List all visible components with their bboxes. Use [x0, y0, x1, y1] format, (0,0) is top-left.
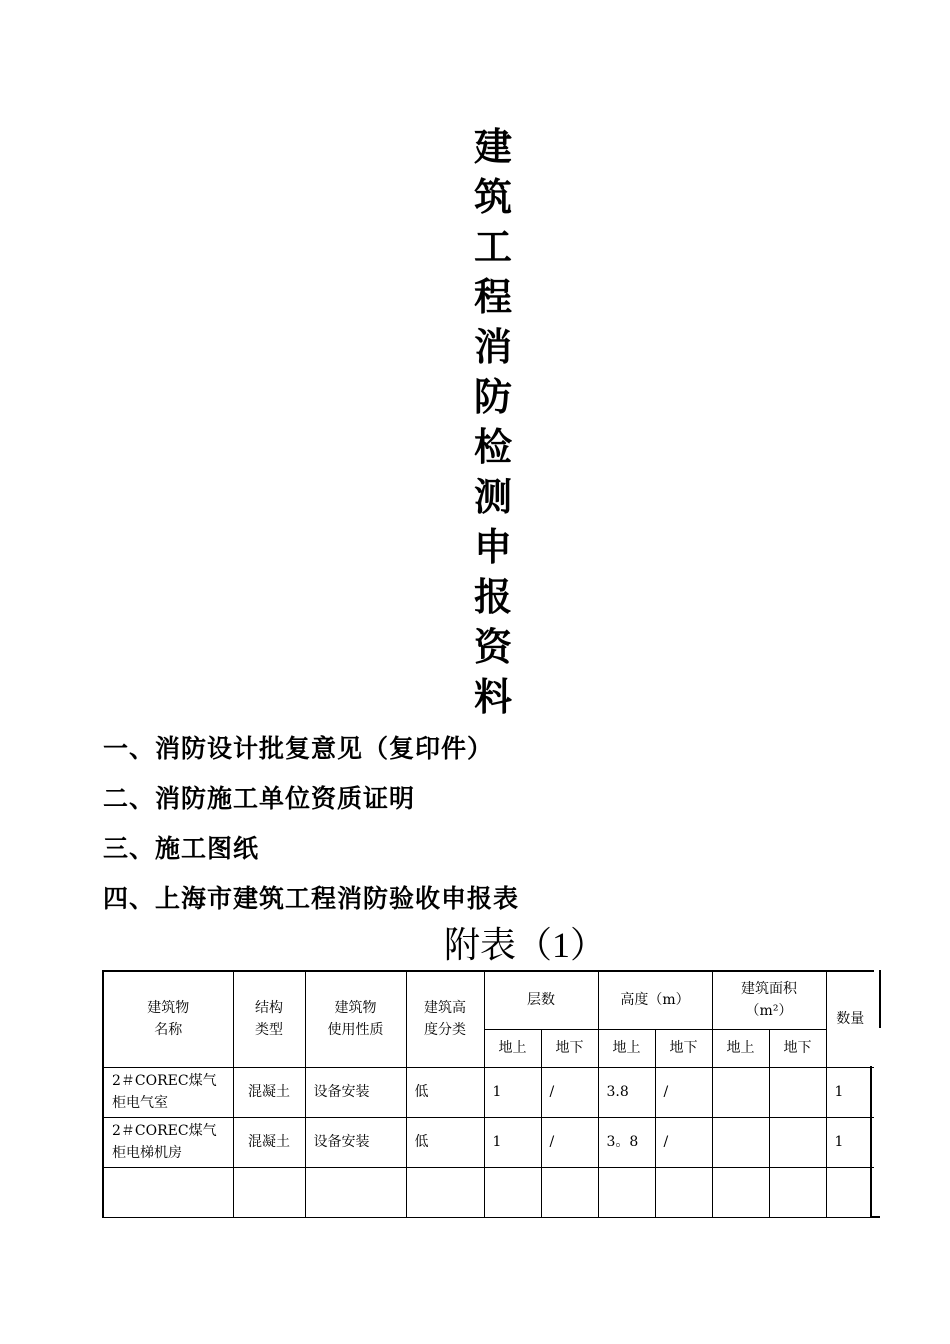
title-char: 消	[473, 324, 512, 369]
table-right-border-top	[879, 970, 881, 1028]
cell-floors-above: 1	[484, 1067, 541, 1117]
header-quantity: 数量	[826, 971, 874, 1067]
cell-floors-above	[484, 1167, 541, 1217]
cell-area-above	[712, 1167, 769, 1217]
header-floors: 层数	[484, 971, 598, 1029]
cell-use: 设备安装	[305, 1117, 406, 1167]
table-row	[103, 1117, 874, 1167]
cell-use: 设备安装	[305, 1067, 406, 1117]
cell-height-below	[655, 1167, 712, 1217]
header-floors-below: 地下	[541, 1029, 598, 1067]
cell-area-above	[712, 1117, 769, 1167]
cell-floors-above: 1	[484, 1117, 541, 1167]
list-item: 三、施工图纸	[103, 834, 260, 863]
vertical-title	[468, 122, 518, 722]
cell-floors-below: /	[541, 1067, 598, 1117]
cell-height-class: 低	[406, 1067, 484, 1117]
table-corner-mark	[872, 1216, 880, 1218]
header-area-above: 地上	[712, 1029, 769, 1067]
header-use-nature: 建筑物 使用性质	[305, 971, 406, 1067]
list-item: 二、消防施工单位资质证明	[103, 784, 416, 813]
cell-quantity: 1	[826, 1117, 874, 1167]
table-right-border	[870, 1066, 872, 1218]
header-height-class: 建筑高 度分类	[406, 971, 484, 1067]
cell-height-class	[406, 1167, 484, 1217]
building-table	[102, 970, 874, 1218]
cell-building-name	[103, 1167, 233, 1217]
cell-floors-below	[541, 1167, 598, 1217]
cell-structure: 混凝土	[233, 1067, 305, 1117]
title-char: 测	[473, 474, 512, 519]
title-char: 报	[473, 574, 512, 619]
appendix-title: 附表（1）	[443, 925, 606, 965]
cell-height-above: 3。8	[598, 1117, 655, 1167]
cell-structure: 混凝土	[233, 1117, 305, 1167]
cell-height-above: 3.8	[598, 1067, 655, 1117]
cell-building-name: 2＃COREC煤气 柜电梯机房	[103, 1117, 233, 1167]
title-char: 防	[473, 374, 512, 419]
title-char: 建	[473, 124, 512, 169]
header-area-below: 地下	[769, 1029, 826, 1067]
cell-height-class: 低	[406, 1117, 484, 1167]
cell-height-below: /	[655, 1117, 712, 1167]
title-char: 筑	[473, 174, 512, 219]
cell-building-name: 2＃COREC煤气 柜电气室	[103, 1067, 233, 1117]
cell-use	[305, 1167, 406, 1217]
header-height: 高度（m）	[598, 971, 712, 1029]
list-item: 四、上海市建筑工程消防验收申报表	[103, 884, 520, 913]
title-char: 程	[473, 274, 512, 319]
header-floors-above: 地上	[484, 1029, 541, 1067]
list-item: 一、消防设计批复意见（复印件）	[103, 734, 494, 763]
cell-area-below	[769, 1167, 826, 1217]
cell-height-below: /	[655, 1067, 712, 1117]
cell-area-below	[769, 1117, 826, 1167]
header-building-name: 建筑物 名称	[103, 971, 233, 1067]
cell-area-above	[712, 1067, 769, 1117]
cell-quantity	[826, 1167, 874, 1217]
header-height-below: 地下	[655, 1029, 712, 1067]
cell-quantity: 1	[826, 1067, 874, 1117]
header-structure-type: 结构 类型	[233, 971, 305, 1067]
table-row	[103, 1067, 874, 1117]
cell-floors-below: /	[541, 1117, 598, 1167]
title-char: 申	[473, 524, 512, 569]
title-char: 资	[473, 624, 512, 669]
table-row	[103, 1167, 874, 1217]
material-list	[103, 726, 519, 926]
cell-area-below	[769, 1067, 826, 1117]
title-char: 检	[473, 424, 512, 469]
header-height-above: 地上	[598, 1029, 655, 1067]
header-area: 建筑面积 （m²）	[712, 971, 826, 1029]
cell-structure	[233, 1167, 305, 1217]
title-char: 料	[473, 674, 512, 719]
title-char: 工	[473, 224, 512, 269]
cell-height-above	[598, 1167, 655, 1217]
